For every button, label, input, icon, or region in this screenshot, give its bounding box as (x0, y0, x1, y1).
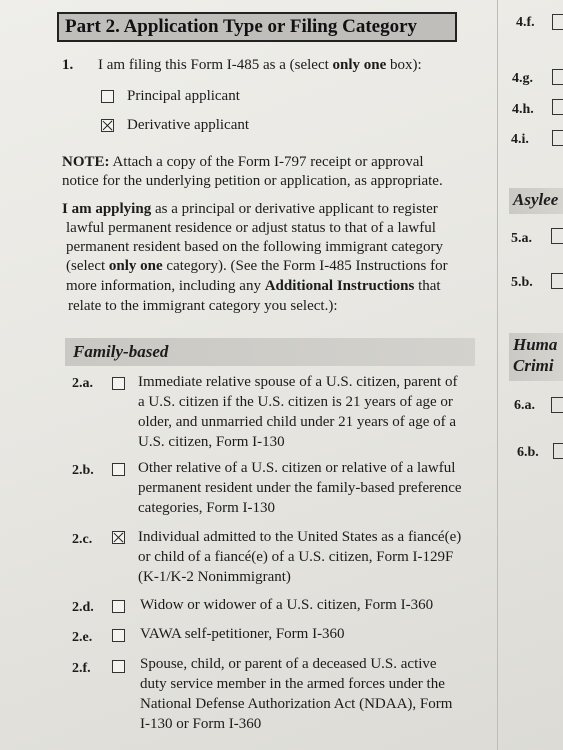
immediate-relative-checkbox[interactable] (112, 377, 125, 390)
item-text: duty service member in the armed forces under the (140, 676, 445, 692)
column-divider (497, 0, 498, 750)
item-text: permanent resident under the family-based preference (138, 480, 462, 496)
note-line-2: notice for the underlying petition or application, as appropriate. (62, 173, 443, 189)
right-checkbox[interactable] (552, 99, 563, 115)
applying-line-5: more information, including any Additional Instructions that (66, 278, 441, 294)
item-text: Widow or widower of a U.S. citizen, Form I-360 (140, 597, 434, 613)
question-number: 1. (62, 57, 74, 73)
right-checkbox[interactable] (551, 228, 563, 244)
right-item-number: 4.h. (512, 102, 534, 117)
criminal-title: Crimi (513, 356, 554, 375)
item-text: Spouse, child, or parent of a deceased U.S. active (140, 656, 437, 672)
item-number: 2.c. (72, 532, 93, 547)
asylee-header (509, 188, 563, 214)
item-text: VAWA self-petitioner, Form I-360 (140, 626, 345, 642)
item-number: 2.b. (72, 463, 94, 478)
part-title: Part 2. Application Type or Filing Category (65, 16, 418, 37)
part-header (57, 12, 457, 42)
applying-line-2: lawful permanent residence or adjust status to that of a lawful (66, 220, 436, 236)
item-text: older, and unmarried child under 21 years of age of a (138, 414, 457, 430)
note-line-1: NOTE: Attach a copy of the Form I-797 receipt or approval (62, 154, 424, 170)
right-item-number: 6.a. (514, 398, 535, 413)
item-text: (K-1/K-2 Nonimmigrant) (138, 569, 291, 585)
right-checkbox[interactable] (551, 397, 563, 413)
item-number: 2.d. (72, 600, 94, 615)
applying-line-1: I am applying as a principal or derivative applicant to register (62, 201, 438, 217)
right-checkbox[interactable] (552, 69, 563, 85)
family-based-title: Family-based (73, 342, 169, 361)
item-number: 2.a. (72, 376, 93, 391)
vawa-checkbox[interactable] (112, 629, 125, 642)
derivative-applicant-label: Derivative applicant (127, 117, 250, 133)
fiance-checkbox[interactable] (112, 531, 125, 544)
right-item-number: 5.a. (511, 231, 532, 246)
principal-applicant-checkbox[interactable] (101, 90, 114, 103)
right-item-number: 4.g. (512, 71, 533, 86)
item-text: Other relative of a U.S. citizen or relative of a lawful (138, 460, 456, 476)
right-checkbox[interactable] (552, 14, 563, 30)
right-item-number: 5.b. (511, 275, 533, 290)
right-checkbox[interactable] (553, 443, 563, 459)
right-checkbox[interactable] (551, 273, 563, 289)
principal-applicant-label: Principal applicant (127, 88, 240, 104)
item-text: U.S. citizen, Form I-130 (138, 434, 285, 450)
applying-line-6: relate to the immigrant category you select.): (68, 298, 338, 314)
derivative-applicant-checkbox[interactable] (101, 119, 114, 132)
humanitarian-title: Huma (513, 335, 558, 354)
applying-line-4: (select only one category). (See the Form I-485 Instructions for (66, 258, 448, 274)
item-text: categories, Form I-130 (138, 500, 276, 516)
item-text: Immediate relative spouse of a U.S. citizen, parent of (138, 374, 458, 390)
question-text: I am filing this Form I-485 as a (select only one box): (98, 57, 422, 73)
item-text: I-130 or Form I-360 (140, 716, 262, 732)
asylee-title: Asylee (513, 190, 559, 209)
item-number: 2.f. (72, 661, 91, 676)
widow-checkbox[interactable] (112, 600, 125, 613)
family-based-header (65, 338, 475, 366)
right-item-number: 4.i. (511, 132, 529, 147)
humanitarian-header (509, 333, 563, 381)
right-checkbox[interactable] (552, 130, 563, 146)
right-item-number: 6.b. (517, 445, 539, 460)
item-number: 2.e. (72, 630, 93, 645)
right-item-number: 4.f. (516, 15, 535, 30)
item-text: or child of a fiancé(e) of a U.S. citizen, Form I-129F (138, 549, 454, 565)
item-text: National Defense Authorization Act (NDAA), Form (140, 696, 453, 712)
deceased-service-member-checkbox[interactable] (112, 660, 125, 673)
applying-line-3: permanent resident based on the following immigrant category (66, 239, 443, 255)
item-text: Individual admitted to the United States as a fiancé(e) (138, 529, 462, 545)
item-text: a U.S. citizen if the U.S. citizen is 21 years of age or (138, 394, 453, 410)
other-relative-checkbox[interactable] (112, 463, 125, 476)
